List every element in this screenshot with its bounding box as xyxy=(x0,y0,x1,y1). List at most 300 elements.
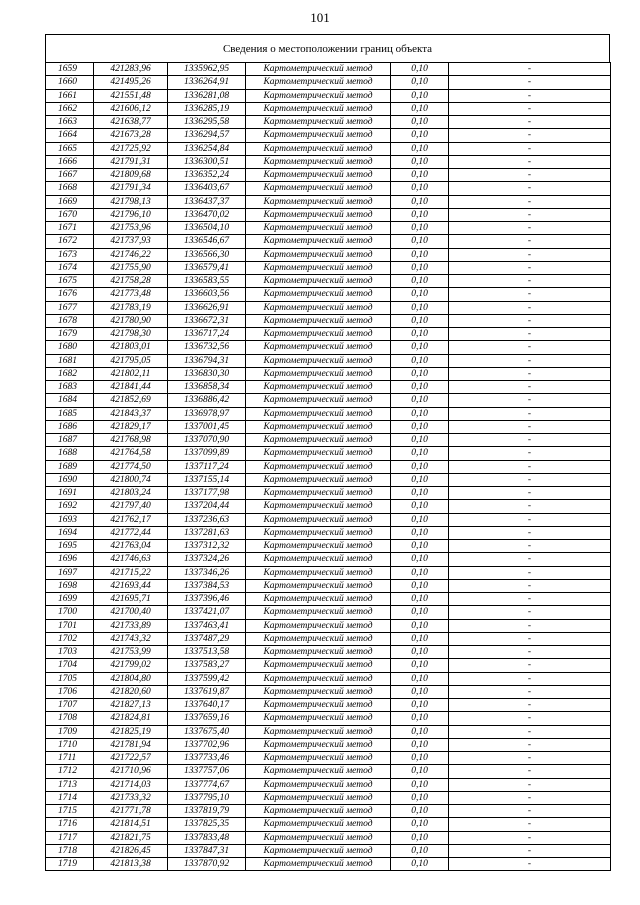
note-cell: - xyxy=(449,619,611,632)
x-coordinate-cell: 421821,75 xyxy=(94,831,168,844)
point-number-cell: 1714 xyxy=(46,791,94,804)
x-coordinate-cell: 421606,12 xyxy=(94,102,168,115)
accuracy-cell: 0,10 xyxy=(391,142,449,155)
accuracy-cell: 0,10 xyxy=(391,553,449,566)
note-cell: - xyxy=(449,394,611,407)
x-coordinate-cell: 421799,02 xyxy=(94,659,168,672)
method-cell: Картометрический метод xyxy=(246,566,391,579)
accuracy-cell: 0,10 xyxy=(391,116,449,129)
table-row xyxy=(46,381,611,394)
y-coordinate-cell: 1337421,07 xyxy=(168,606,246,619)
method-cell: Картометрический метод xyxy=(246,235,391,248)
point-number-cell: 1719 xyxy=(46,858,94,871)
method-cell: Картометрический метод xyxy=(246,738,391,751)
x-coordinate-cell: 421772,44 xyxy=(94,526,168,539)
point-number-cell: 1701 xyxy=(46,619,94,632)
table-row xyxy=(46,195,611,208)
point-number-cell: 1708 xyxy=(46,712,94,725)
table-row xyxy=(46,155,611,168)
accuracy-cell: 0,10 xyxy=(391,195,449,208)
table-row xyxy=(46,76,611,89)
accuracy-cell: 0,10 xyxy=(391,805,449,818)
accuracy-cell: 0,10 xyxy=(391,381,449,394)
y-coordinate-cell: 1336254,84 xyxy=(168,142,246,155)
x-coordinate-cell: 421283,96 xyxy=(94,63,168,76)
note-cell: - xyxy=(449,314,611,327)
note-cell: - xyxy=(449,354,611,367)
point-number-cell: 1688 xyxy=(46,447,94,460)
method-cell: Картометрический метод xyxy=(246,261,391,274)
table-row xyxy=(46,540,611,553)
point-number-cell: 1712 xyxy=(46,765,94,778)
accuracy-cell: 0,10 xyxy=(391,102,449,115)
y-coordinate-cell: 1337396,46 xyxy=(168,593,246,606)
method-cell: Картометрический метод xyxy=(246,752,391,765)
note-cell: - xyxy=(449,712,611,725)
y-coordinate-cell: 1337117,24 xyxy=(168,460,246,473)
note-cell: - xyxy=(449,288,611,301)
y-coordinate-cell: 1337513,58 xyxy=(168,646,246,659)
note-cell: - xyxy=(449,76,611,89)
note-cell: - xyxy=(449,685,611,698)
accuracy-cell: 0,10 xyxy=(391,394,449,407)
note-cell: - xyxy=(449,142,611,155)
y-coordinate-cell: 1336546,67 xyxy=(168,235,246,248)
point-number-cell: 1664 xyxy=(46,129,94,142)
note-cell: - xyxy=(449,275,611,288)
table-row xyxy=(46,354,611,367)
x-coordinate-cell: 421783,19 xyxy=(94,301,168,314)
y-coordinate-cell: 1337640,17 xyxy=(168,699,246,712)
point-number-cell: 1676 xyxy=(46,288,94,301)
x-coordinate-cell: 421803,24 xyxy=(94,487,168,500)
accuracy-cell: 0,10 xyxy=(391,447,449,460)
y-coordinate-cell: 1337619,87 xyxy=(168,685,246,698)
accuracy-cell: 0,10 xyxy=(391,288,449,301)
point-number-cell: 1659 xyxy=(46,63,94,76)
accuracy-cell: 0,10 xyxy=(391,685,449,698)
note-cell: - xyxy=(449,420,611,433)
table-row xyxy=(46,699,611,712)
table-row xyxy=(46,805,611,818)
point-number-cell: 1674 xyxy=(46,261,94,274)
y-coordinate-cell: 1337281,63 xyxy=(168,526,246,539)
note-cell: - xyxy=(449,858,611,871)
accuracy-cell: 0,10 xyxy=(391,314,449,327)
table-row xyxy=(46,659,611,672)
accuracy-cell: 0,10 xyxy=(391,632,449,645)
table-row xyxy=(46,129,611,142)
accuracy-cell: 0,10 xyxy=(391,844,449,857)
y-coordinate-cell: 1336732,56 xyxy=(168,341,246,354)
note-cell: - xyxy=(449,341,611,354)
note-cell: - xyxy=(449,632,611,645)
method-cell: Картометрический метод xyxy=(246,407,391,420)
accuracy-cell: 0,10 xyxy=(391,182,449,195)
note-cell: - xyxy=(449,805,611,818)
y-coordinate-cell: 1337463,41 xyxy=(168,619,246,632)
table-row xyxy=(46,248,611,261)
accuracy-cell: 0,10 xyxy=(391,275,449,288)
table-row xyxy=(46,460,611,473)
table-row xyxy=(46,619,611,632)
note-cell: - xyxy=(449,831,611,844)
note-cell: - xyxy=(449,434,611,447)
y-coordinate-cell: 1336626,91 xyxy=(168,301,246,314)
method-cell: Картометрический метод xyxy=(246,791,391,804)
x-coordinate-cell: 421755,90 xyxy=(94,261,168,274)
point-number-cell: 1675 xyxy=(46,275,94,288)
y-coordinate-cell: 1337870,92 xyxy=(168,858,246,871)
note-cell: - xyxy=(449,63,611,76)
accuracy-cell: 0,10 xyxy=(391,89,449,102)
y-coordinate-cell: 1337070,90 xyxy=(168,434,246,447)
x-coordinate-cell: 421825,19 xyxy=(94,725,168,738)
x-coordinate-cell: 421763,04 xyxy=(94,540,168,553)
y-coordinate-cell: 1337487,29 xyxy=(168,632,246,645)
y-coordinate-cell: 1337001,45 xyxy=(168,420,246,433)
point-number-cell: 1678 xyxy=(46,314,94,327)
note-cell: - xyxy=(449,566,611,579)
accuracy-cell: 0,10 xyxy=(391,566,449,579)
y-coordinate-cell: 1337702,96 xyxy=(168,738,246,751)
x-coordinate-cell: 421774,50 xyxy=(94,460,168,473)
method-cell: Картометрический метод xyxy=(246,579,391,592)
y-coordinate-cell: 1337324,26 xyxy=(168,553,246,566)
table-row xyxy=(46,235,611,248)
table-row xyxy=(46,765,611,778)
x-coordinate-cell: 421638,77 xyxy=(94,116,168,129)
method-cell: Картометрический метод xyxy=(246,712,391,725)
table-row xyxy=(46,858,611,871)
table-row xyxy=(46,63,611,76)
method-cell: Картометрический метод xyxy=(246,222,391,235)
note-cell: - xyxy=(449,752,611,765)
point-number-cell: 1707 xyxy=(46,699,94,712)
accuracy-cell: 0,10 xyxy=(391,354,449,367)
method-cell: Картометрический метод xyxy=(246,844,391,857)
point-number-cell: 1693 xyxy=(46,513,94,526)
note-cell: - xyxy=(449,818,611,831)
x-coordinate-cell: 421780,90 xyxy=(94,314,168,327)
note-cell: - xyxy=(449,407,611,420)
method-cell: Картометрический метод xyxy=(246,487,391,500)
method-cell: Картометрический метод xyxy=(246,447,391,460)
x-coordinate-cell: 421743,32 xyxy=(94,632,168,645)
coordinates-table-wrapper xyxy=(45,34,610,871)
table-row xyxy=(46,818,611,831)
note-cell: - xyxy=(449,222,611,235)
y-coordinate-cell: 1335962,95 xyxy=(168,63,246,76)
x-coordinate-cell: 421813,38 xyxy=(94,858,168,871)
x-coordinate-cell: 421746,63 xyxy=(94,553,168,566)
point-number-cell: 1704 xyxy=(46,659,94,672)
y-coordinate-cell: 1336583,55 xyxy=(168,275,246,288)
accuracy-cell: 0,10 xyxy=(391,367,449,380)
method-cell: Картометрический метод xyxy=(246,155,391,168)
table-row xyxy=(46,314,611,327)
accuracy-cell: 0,10 xyxy=(391,76,449,89)
table-row xyxy=(46,672,611,685)
table-row xyxy=(46,738,611,751)
method-cell: Картометрический метод xyxy=(246,434,391,447)
note-cell: - xyxy=(449,659,611,672)
accuracy-cell: 0,10 xyxy=(391,261,449,274)
y-coordinate-cell: 1337795,10 xyxy=(168,791,246,804)
point-number-cell: 1715 xyxy=(46,805,94,818)
x-coordinate-cell: 421852,69 xyxy=(94,394,168,407)
note-cell: - xyxy=(449,526,611,539)
point-number-cell: 1670 xyxy=(46,208,94,221)
method-cell: Картометрический метод xyxy=(246,142,391,155)
method-cell: Картометрический метод xyxy=(246,646,391,659)
note-cell: - xyxy=(449,89,611,102)
note-cell: - xyxy=(449,500,611,513)
point-number-cell: 1665 xyxy=(46,142,94,155)
point-number-cell: 1716 xyxy=(46,818,94,831)
y-coordinate-cell: 1336352,24 xyxy=(168,169,246,182)
table-row xyxy=(46,434,611,447)
table-row xyxy=(46,752,611,765)
note-cell: - xyxy=(449,593,611,606)
table-row xyxy=(46,288,611,301)
y-coordinate-cell: 1337204,44 xyxy=(168,500,246,513)
x-coordinate-cell: 421797,40 xyxy=(94,500,168,513)
y-coordinate-cell: 1336978,97 xyxy=(168,407,246,420)
table-row xyxy=(46,487,611,500)
method-cell: Картометрический метод xyxy=(246,367,391,380)
y-coordinate-cell: 1337675,40 xyxy=(168,725,246,738)
note-cell: - xyxy=(449,765,611,778)
table-row xyxy=(46,275,611,288)
x-coordinate-cell: 421710,96 xyxy=(94,765,168,778)
table-row xyxy=(46,367,611,380)
x-coordinate-cell: 421693,44 xyxy=(94,579,168,592)
x-coordinate-cell: 421764,58 xyxy=(94,447,168,460)
y-coordinate-cell: 1337583,27 xyxy=(168,659,246,672)
x-coordinate-cell: 421773,48 xyxy=(94,288,168,301)
note-cell: - xyxy=(449,447,611,460)
x-coordinate-cell: 421700,40 xyxy=(94,606,168,619)
y-coordinate-cell: 1336403,67 xyxy=(168,182,246,195)
table-row xyxy=(46,208,611,221)
table-row xyxy=(46,844,611,857)
note-cell: - xyxy=(449,235,611,248)
x-coordinate-cell: 421798,13 xyxy=(94,195,168,208)
accuracy-cell: 0,10 xyxy=(391,725,449,738)
x-coordinate-cell: 421746,22 xyxy=(94,248,168,261)
method-cell: Картометрический метод xyxy=(246,460,391,473)
note-cell: - xyxy=(449,725,611,738)
y-coordinate-cell: 1337774,67 xyxy=(168,778,246,791)
note-cell: - xyxy=(449,699,611,712)
y-coordinate-cell: 1337659,16 xyxy=(168,712,246,725)
y-coordinate-cell: 1336566,30 xyxy=(168,248,246,261)
point-number-cell: 1683 xyxy=(46,381,94,394)
note-cell: - xyxy=(449,367,611,380)
y-coordinate-cell: 1337312,32 xyxy=(168,540,246,553)
point-number-cell: 1702 xyxy=(46,632,94,645)
x-coordinate-cell: 421733,32 xyxy=(94,791,168,804)
table-row xyxy=(46,341,611,354)
note-cell: - xyxy=(449,553,611,566)
note-cell: - xyxy=(449,169,611,182)
y-coordinate-cell: 1336886,42 xyxy=(168,394,246,407)
accuracy-cell: 0,10 xyxy=(391,301,449,314)
table-row xyxy=(46,553,611,566)
method-cell: Картометрический метод xyxy=(246,540,391,553)
point-number-cell: 1692 xyxy=(46,500,94,513)
point-number-cell: 1709 xyxy=(46,725,94,738)
note-cell: - xyxy=(449,579,611,592)
y-coordinate-cell: 1336603,56 xyxy=(168,288,246,301)
note-cell: - xyxy=(449,182,611,195)
y-coordinate-cell: 1336295,58 xyxy=(168,116,246,129)
x-coordinate-cell: 421814,51 xyxy=(94,818,168,831)
point-number-cell: 1711 xyxy=(46,752,94,765)
accuracy-cell: 0,10 xyxy=(391,778,449,791)
y-coordinate-cell: 1336264,91 xyxy=(168,76,246,89)
x-coordinate-cell: 421826,45 xyxy=(94,844,168,857)
point-number-cell: 1705 xyxy=(46,672,94,685)
note-cell: - xyxy=(449,102,611,115)
x-coordinate-cell: 421753,99 xyxy=(94,646,168,659)
x-coordinate-cell: 421829,17 xyxy=(94,420,168,433)
method-cell: Картометрический метод xyxy=(246,76,391,89)
method-cell: Картометрический метод xyxy=(246,248,391,261)
method-cell: Картометрический метод xyxy=(246,685,391,698)
section-title: Сведения о местоположении границ объекта xyxy=(45,34,610,62)
point-number-cell: 1703 xyxy=(46,646,94,659)
x-coordinate-cell: 421715,22 xyxy=(94,566,168,579)
method-cell: Картометрический метод xyxy=(246,818,391,831)
y-coordinate-cell: 1336470,02 xyxy=(168,208,246,221)
x-coordinate-cell: 421771,78 xyxy=(94,805,168,818)
method-cell: Картометрический метод xyxy=(246,699,391,712)
point-number-cell: 1696 xyxy=(46,553,94,566)
point-number-cell: 1718 xyxy=(46,844,94,857)
method-cell: Картометрический метод xyxy=(246,513,391,526)
table-row xyxy=(46,473,611,486)
x-coordinate-cell: 421804,80 xyxy=(94,672,168,685)
note-cell: - xyxy=(449,116,611,129)
x-coordinate-cell: 421803,01 xyxy=(94,341,168,354)
accuracy-cell: 0,10 xyxy=(391,593,449,606)
note-cell: - xyxy=(449,328,611,341)
method-cell: Картометрический метод xyxy=(246,89,391,102)
table-row xyxy=(46,778,611,791)
accuracy-cell: 0,10 xyxy=(391,222,449,235)
y-coordinate-cell: 1337733,46 xyxy=(168,752,246,765)
y-coordinate-cell: 1336294,57 xyxy=(168,129,246,142)
table-row xyxy=(46,447,611,460)
y-coordinate-cell: 1336794,31 xyxy=(168,354,246,367)
method-cell: Картометрический метод xyxy=(246,632,391,645)
point-number-cell: 1660 xyxy=(46,76,94,89)
point-number-cell: 1682 xyxy=(46,367,94,380)
x-coordinate-cell: 421841,44 xyxy=(94,381,168,394)
accuracy-cell: 0,10 xyxy=(391,659,449,672)
x-coordinate-cell: 421725,92 xyxy=(94,142,168,155)
table-row xyxy=(46,420,611,433)
table-row xyxy=(46,169,611,182)
method-cell: Картометрический метод xyxy=(246,341,391,354)
x-coordinate-cell: 421791,31 xyxy=(94,155,168,168)
accuracy-cell: 0,10 xyxy=(391,646,449,659)
table-row xyxy=(46,632,611,645)
table-row xyxy=(46,116,611,129)
point-number-cell: 1662 xyxy=(46,102,94,115)
point-number-cell: 1671 xyxy=(46,222,94,235)
y-coordinate-cell: 1337236,63 xyxy=(168,513,246,526)
point-number-cell: 1687 xyxy=(46,434,94,447)
point-number-cell: 1691 xyxy=(46,487,94,500)
method-cell: Картометрический метод xyxy=(246,275,391,288)
method-cell: Картометрический метод xyxy=(246,473,391,486)
y-coordinate-cell: 1337155,14 xyxy=(168,473,246,486)
note-cell: - xyxy=(449,606,611,619)
accuracy-cell: 0,10 xyxy=(391,235,449,248)
table-row xyxy=(46,513,611,526)
table-row xyxy=(46,831,611,844)
point-number-cell: 1667 xyxy=(46,169,94,182)
y-coordinate-cell: 1337825,35 xyxy=(168,818,246,831)
method-cell: Картометрический метод xyxy=(246,659,391,672)
point-number-cell: 1661 xyxy=(46,89,94,102)
note-cell: - xyxy=(449,738,611,751)
table-row xyxy=(46,526,611,539)
y-coordinate-cell: 1337757,06 xyxy=(168,765,246,778)
accuracy-cell: 0,10 xyxy=(391,341,449,354)
method-cell: Картометрический метод xyxy=(246,195,391,208)
y-coordinate-cell: 1336281,08 xyxy=(168,89,246,102)
x-coordinate-cell: 421798,30 xyxy=(94,328,168,341)
accuracy-cell: 0,10 xyxy=(391,540,449,553)
table-row xyxy=(46,102,611,115)
note-cell: - xyxy=(449,540,611,553)
y-coordinate-cell: 1336437,37 xyxy=(168,195,246,208)
accuracy-cell: 0,10 xyxy=(391,155,449,168)
table-row xyxy=(46,791,611,804)
table-row xyxy=(46,222,611,235)
method-cell: Картометрический метод xyxy=(246,593,391,606)
note-cell: - xyxy=(449,672,611,685)
point-number-cell: 1680 xyxy=(46,341,94,354)
x-coordinate-cell: 421673,28 xyxy=(94,129,168,142)
accuracy-cell: 0,10 xyxy=(391,699,449,712)
x-coordinate-cell: 421800,74 xyxy=(94,473,168,486)
accuracy-cell: 0,10 xyxy=(391,513,449,526)
method-cell: Картометрический метод xyxy=(246,725,391,738)
method-cell: Картометрический метод xyxy=(246,314,391,327)
accuracy-cell: 0,10 xyxy=(391,473,449,486)
page-number: 101 xyxy=(310,10,330,25)
method-cell: Картометрический метод xyxy=(246,526,391,539)
method-cell: Картометрический метод xyxy=(246,606,391,619)
method-cell: Картометрический метод xyxy=(246,354,391,367)
point-number-cell: 1672 xyxy=(46,235,94,248)
y-coordinate-cell: 1337346,26 xyxy=(168,566,246,579)
y-coordinate-cell: 1337384,53 xyxy=(168,579,246,592)
table-row xyxy=(46,579,611,592)
table-row xyxy=(46,328,611,341)
accuracy-cell: 0,10 xyxy=(391,248,449,261)
y-coordinate-cell: 1337833,48 xyxy=(168,831,246,844)
point-number-cell: 1677 xyxy=(46,301,94,314)
method-cell: Картометрический метод xyxy=(246,328,391,341)
method-cell: Картометрический метод xyxy=(246,805,391,818)
note-cell: - xyxy=(449,195,611,208)
